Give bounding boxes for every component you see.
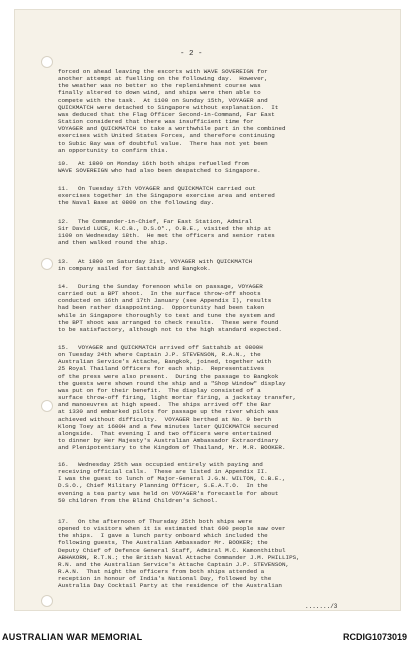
paragraph-text: At 1800 on Saturday 21st, VOYAGER with QUICKMATCH in company sailed for Sattahib and Bangkok. [58,258,253,273]
punch-hole [41,258,53,270]
paragraph-17 [58,518,380,590]
paragraph-number: 12. [58,218,69,225]
paragraph-text: VOYAGER and QUICKMATCH arrived off Sattahib at 0800H on Tuesday 24th where Captain J.P. STEVENSON, R.A.N., the Australian Service's Attache, Bangkok, joined, together with 25 Royal Thailand Officers for each ship. Representatives of the press were also present. During the passage to Bangkok the guests were shown round the ship and a "Shop Window" display was put on for their benefit. The display consisted of a surface throw-off firing, light mortar firing, a jackstay transfer, and manoeuvres at high speed. The ships arrived off the Bar at 1330 and embarked pilots for passage up the river which was achieved without difficulty. VOYAGER berthed at No. 9 berth Klong Toey at 1600H and a few minutes later QUICKMATCH secured alongside. That evening I and two officers were entertained to dinner by Her Majesty's Australian Ambassador Extraordinary and Plenipotentiary to the Kingdom of Thailand, Mr. M.R. BOOKER. [58,344,297,452]
paragraph-number: 16. [58,461,69,468]
punch-hole [41,595,53,607]
paragraph-number: 11. [58,185,69,192]
paragraph-number: 17. [58,518,69,525]
paragraph-number: 14. [58,283,69,290]
paragraph-text: Wednesday 25th was occupied entirely with paying and receiving official calls. These are listed in Appendix II. I was the guest to lunch of Major-General J.G.N. WILTON, C.B.E., D.S.O., Chief Military Planning Officer, S.E.A.T.O. In the evening a tea party was held on VOYAGER's forecastle for about 50 children from the Blind Children's School. [58,461,286,504]
paragraph-16 [58,461,380,504]
paragraph-10 [58,160,380,174]
paragraph-text: forced on ahead leaving the escorts with WAVE SOVEREIGN for another attempt at fuelling on the following day. However, the weather was no better so the replenishment course was finally altered to down wind, and ships were then able to compete with the task. At 1100 on Sunday 15th, VOYAGER and QUICKMATCH were detached to Singapore without explanation. It was deduced that the Flag Officer Second-in-Command, Far East Station considered that there was insufficient time for VOYAGER and QUICKMATCH to take a worthwhile part in the combined exercises with United States Forces, and therefore continuing to Subic Bay was of doubtful value. There has not yet been an opportunity to confirm this. [58,68,286,154]
paragraph-14 [58,283,380,333]
paragraph-11 [58,185,380,206]
archive-reference: RCDIG1073019 [342,632,407,642]
paragraph-text: On Tuesday 17th VOYAGER and QUICKMATCH carried out exercises together in the Singapore exercise area and entered the Naval Base at 0800 on the following day. [58,185,275,207]
punch-hole [41,400,53,412]
archive-name: AUSTRALIAN WAR MEMORIAL [2,632,143,642]
paragraph-text: The Commander-in-Chief, Far East Station, Admiral Sir David LUCE, K.C.B., D.S.O*., O.B.E., visited the ship at 1100 on Wednesday 18th. He met the officers and senior rates and then walked round the ship. [58,218,275,247]
paragraph-text: On the afternoon of Thursday 25th both ships were opened to visitors when it is estimated that 600 people saw over the ships. I gave a lunch party onboard which included the following guests, The Australian Ambassador Mr. BOOKER; the Deputy Chief of Defence General Staff, Admiral M.C. Kamonthitbul ABHAKORN, R.T.N.; the British Naval Attache Commander J.M. PHILLIPS, R.N. and the Australian Service's Attache Captain J.P. STEVENSON, R.A.N. That night the officers from both ships attended a reception in honour of India's National Day, followed by the Australia Day Cocktail Party at the residence of the Australian [58,518,300,590]
paragraph-text: At 1800 on Monday 16th both ships refuelled from WAVE SOVEREIGN who had also been despatched to Singapore. [58,160,261,175]
paragraph-9-continued [58,68,380,154]
paragraph-number: 15. [58,344,69,351]
paragraph-15 [58,344,380,451]
paragraph-number: 13. [58,258,69,265]
paragraph-12 [58,218,380,247]
paragraph-text: During the Sunday forenoon while on passage, VOYAGER carried out a BPT shoot. In the surface throw-off shoots conducted on 16th and 17th January (see Appendix I), results had been rather disappointing. Opportunity had been taken while in Singapore thoroughly to test and tune the system and the BPT shoot was arranged to check results. These were found to be satisfactory, although not to the high standard expected. [58,283,282,333]
page-number: - 2 - [180,50,203,58]
paragraph-13 [58,258,380,272]
archive-footer [0,622,411,654]
paragraph-number: 10. [58,160,69,167]
punch-hole [41,56,53,68]
continuation-marker: ......./3 [305,603,338,610]
